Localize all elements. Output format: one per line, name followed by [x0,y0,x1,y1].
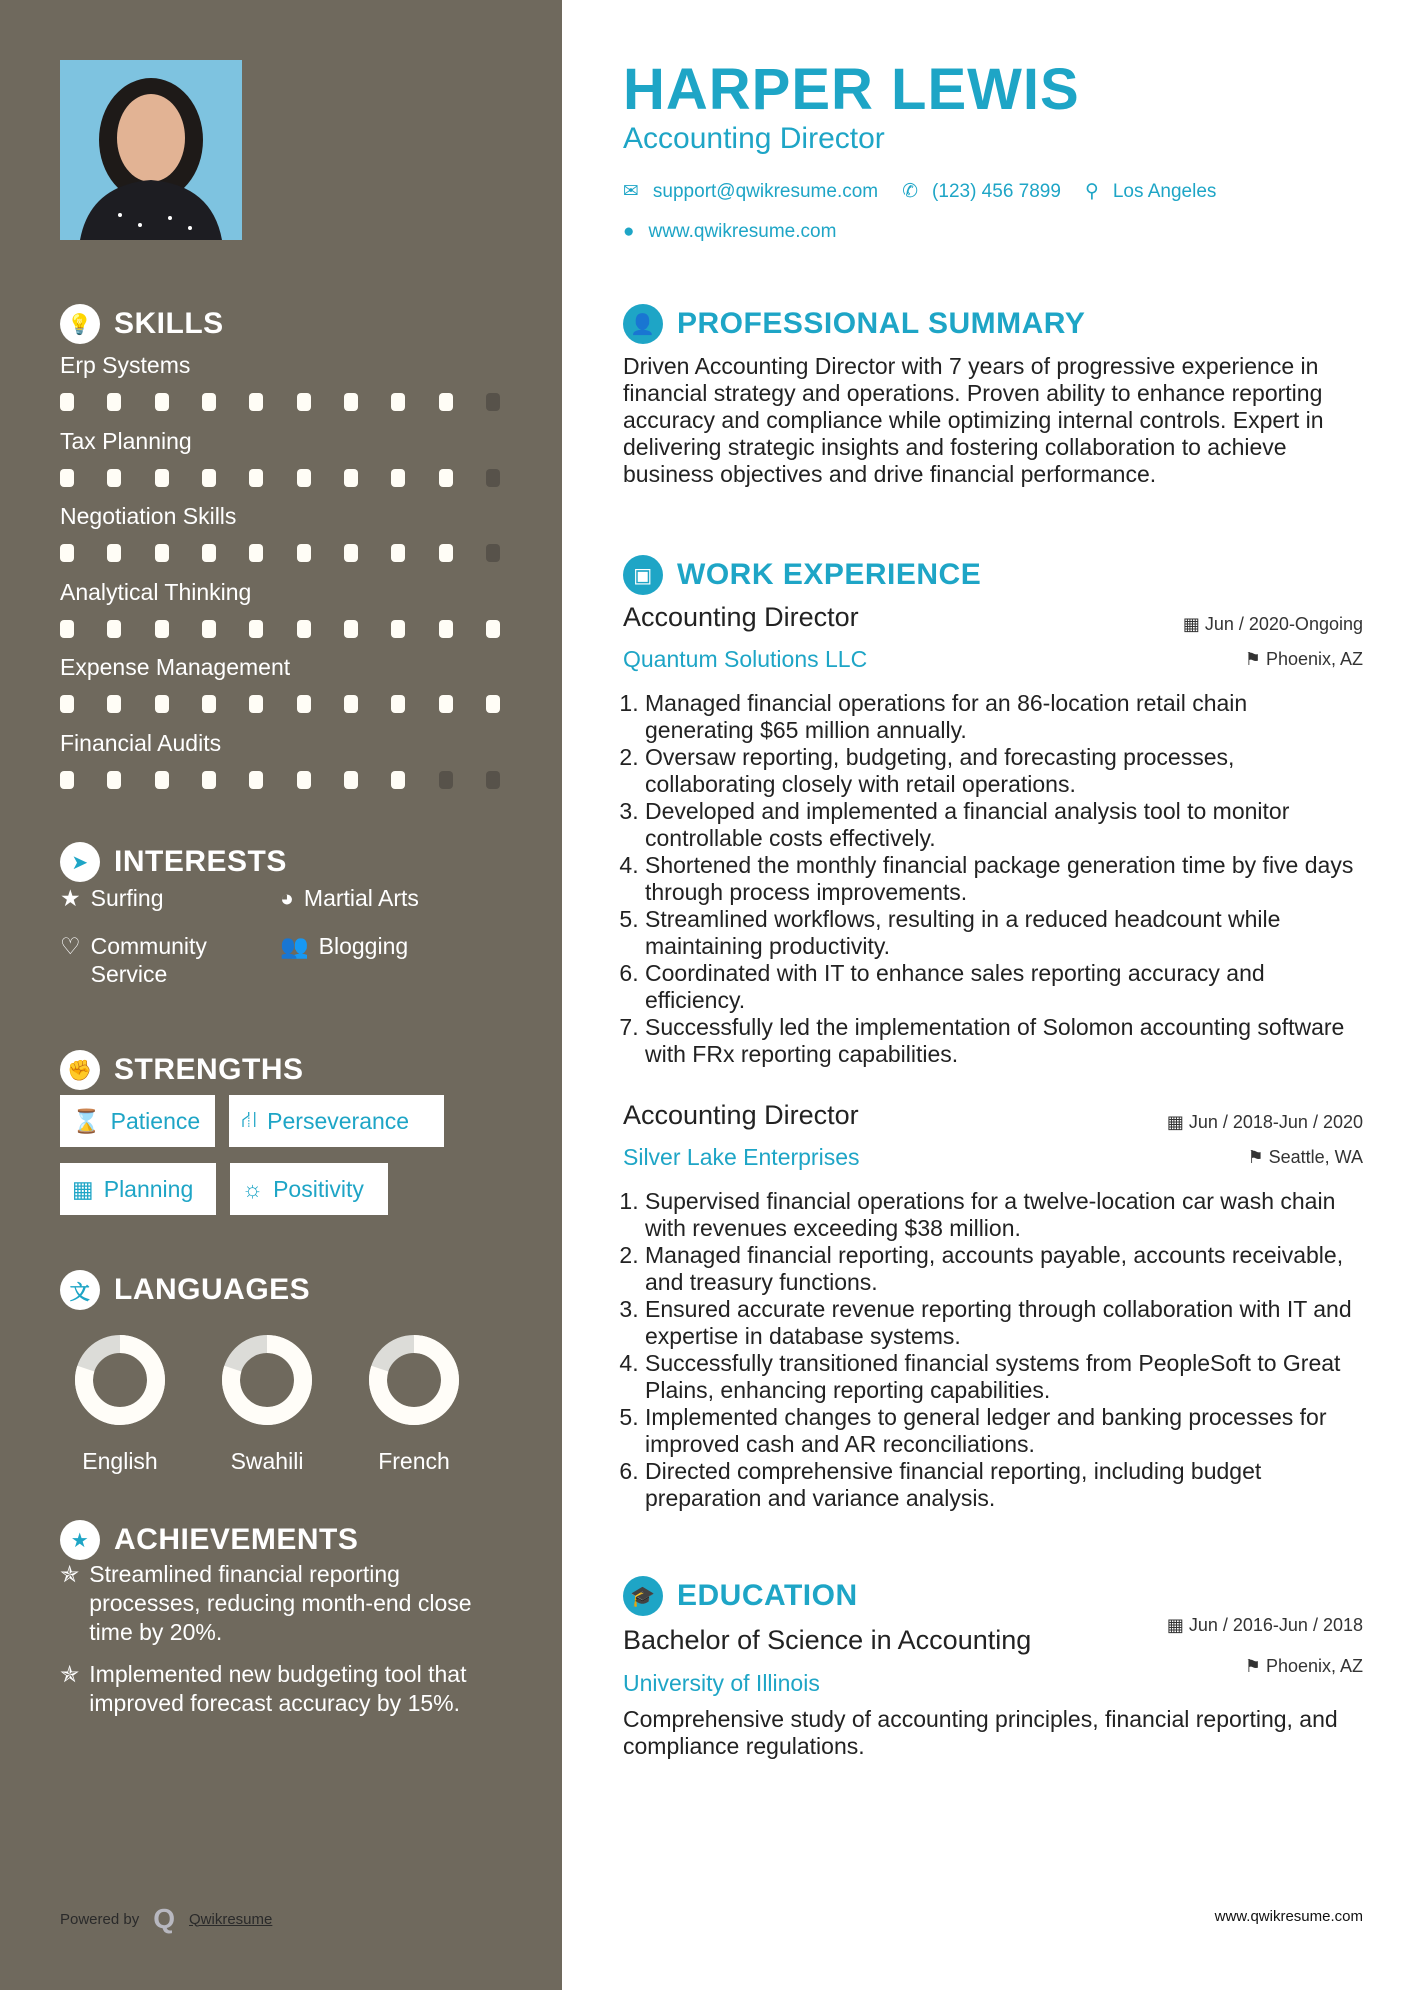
skill-name: Financial Audits [60,729,222,756]
rating-dot [297,393,311,411]
rating-dot [107,771,121,789]
rating-dot [439,393,453,411]
education-date: ▦ Jun / 2016-Jun / 2018 [1166,1615,1363,1635]
strength-chip: ☼ Positivity [230,1163,388,1215]
rating-dot [202,469,216,487]
rating-dot [439,771,453,789]
rating-dot [60,393,74,411]
job-duties [619,1188,1359,1512]
skill-rating [60,469,500,487]
rating-dot [202,393,216,411]
location: Los Angeles [1112,180,1217,202]
duty-item: 3. Ensured accurate revenue reporting through collaboration with IT and expertise in database systems. [645,1296,1359,1350]
rating-dot [391,620,405,638]
strength-chip: ▦ Planning [60,1163,216,1215]
rating-dot [249,544,263,562]
rating-dot [486,695,500,713]
duty-item: 1. Managed financial operations for an 86-location retail chain generating $65 million annually. [645,690,1359,744]
globe-icon: ● [623,221,635,242]
skill-item [60,730,510,789]
duty-item: 6. Directed comprehensive financial reporting, including budget preparation and variance analysis. [645,1458,1359,1512]
hand-icon: ♡ [60,933,81,959]
work-heading: ▣ WORK EXPERIENCE [623,555,981,595]
rating-dot [60,544,74,562]
rating-dot [249,771,263,789]
duty-item: 5. Streamlined workflows, resulting in a reduced headcount while maintaining productivity. [645,906,1359,960]
skill-name: Negotiation Skills [60,503,237,529]
rating-dot [297,544,311,562]
candidate-name: HARPER LEWIS [623,57,1080,122]
qwikresume-logo-icon: Q [153,1903,175,1934]
rating-dot [344,620,358,638]
language-ring [369,1335,459,1425]
company-name: Silver Lake Enterprises [623,1144,860,1170]
rating-dot [486,620,500,638]
interest-item: 👥 Blogging [280,933,409,959]
skill-name: Erp Systems [60,352,191,378]
qwikresume-link[interactable]: Qwikresume [189,1910,273,1928]
duty-item: 7. Successfully led the implementation of Solomon accounting software with FRx reporting capabilities. [645,1014,1359,1068]
rating-dot [202,544,216,562]
rating-dot [202,695,216,713]
phone-icon: ✆ [902,181,919,202]
job-title: Accounting Director [623,122,885,155]
rating-dot [107,620,121,638]
envelope-icon: ✉ [623,181,639,202]
language-item [207,1335,327,1475]
job-duties [619,690,1359,1068]
language-ring [75,1335,165,1425]
interests-heading: ➤ INTERESTS [60,842,287,882]
strengths-heading: ✊ STRENGTHS [60,1050,304,1090]
star-icon: ★ [60,885,81,911]
road-icon: ⛙ [241,1106,258,1132]
rating-dot [391,544,405,562]
rating-dot [486,469,500,487]
rating-dot [344,393,358,411]
skill-item [60,428,510,487]
rating-dot [297,695,311,713]
rating-dot [155,544,169,562]
skill-item [60,654,510,713]
skill-item [60,503,510,562]
phone[interactable]: (123) 456 7899 [932,180,1061,202]
fist-icon: ✊ [60,1050,100,1090]
achievements-heading: ★ ACHIEVEMENTS [60,1520,358,1560]
rating-dot [297,771,311,789]
rating-dot [439,544,453,562]
language-name: French [378,1448,450,1474]
rating-dot [297,469,311,487]
job-location: ⚑ Seattle, WA [1247,1147,1363,1167]
skill-rating [60,620,500,638]
education-location: ⚑ Phoenix, AZ [1244,1656,1363,1676]
achievement-item: ✯ Implemented new budgeting tool that improved forecast accuracy by 15%. [60,1661,467,1716]
rating-dot [60,771,74,789]
duty-item: 1. Supervised financial operations for a twelve-location car wash chain with revenues exceeding $38 million. [645,1188,1359,1242]
company-name: Quantum Solutions LLC [623,646,868,672]
sidebar [0,0,562,1990]
rating-dot [391,393,405,411]
rating-dot [297,620,311,638]
email[interactable]: support@qwikresume.com [652,180,879,202]
rating-dot [391,771,405,789]
rating-dot [486,393,500,411]
powered-by: Powered by Q Qwikresume [60,1903,273,1934]
skill-rating [60,771,500,789]
job-date: ▦ Jun / 2018-Jun / 2020 [1166,1112,1363,1132]
rating-dot [249,469,263,487]
job-location-text: Phoenix, AZ [1265,649,1363,669]
translate-icon: 文 [60,1270,100,1310]
language-ring [222,1335,312,1425]
language-name: English [82,1448,158,1474]
rating-dot [439,695,453,713]
website-row [623,221,836,243]
paper-plane-icon: ➤ [60,842,100,882]
job-location-text: Seattle, WA [1268,1147,1363,1167]
map-pin-icon: ⚲ [1084,181,1099,202]
footer-url: www.qwikresume.com [1214,1908,1363,1925]
rating-dot [202,620,216,638]
user-icon: 👤 [623,304,663,344]
skill-rating [60,695,500,713]
interest-item: ♡ Community Service [60,933,207,987]
rating-dot [439,469,453,487]
duty-item: 4. Successfully transitioned financial systems from PeopleSoft to Great Plains, enhancing reporting capabilities. [645,1350,1359,1404]
rating-dot [60,695,74,713]
sun-icon: ☼ [242,1175,264,1202]
education-description: Comprehensive study of accounting principles, financial reporting, and compliance regulations. [623,1706,1338,1759]
rating-dot [107,544,121,562]
contact-row [623,180,1216,203]
website-link[interactable]: www.qwikresume.com [648,221,837,242]
rating-dot [391,469,405,487]
rating-dot [391,695,405,713]
lightbulb-icon: 💡 [60,304,100,344]
skill-rating [60,393,500,411]
skill-name: Analytical Thinking [60,578,252,605]
interest-item: ◕ Martial Arts [280,885,419,911]
globe-icon: ◕ [280,885,294,911]
strength-chip: ⌛ Patience [60,1095,215,1147]
languages-heading: 文 LANGUAGES [60,1270,310,1310]
education-heading: 🎓 EDUCATION [623,1576,858,1616]
rating-dot [344,695,358,713]
skill-name: Tax Planning [60,427,192,454]
rating-dot [249,695,263,713]
rating-dot [107,393,121,411]
rating-dot [60,469,74,487]
rating-dot [107,695,121,713]
duty-item: 6. Coordinated with IT to enhance sales reporting accuracy and efficiency. [645,960,1359,1014]
duty-item: 5. Implemented changes to general ledger and banking processes for improved cash and AR reconciliations. [645,1404,1359,1458]
strength-chip: ⛙ Perseverance [229,1095,444,1147]
rating-dot [155,771,169,789]
duty-item: 4. Shortened the monthly financial package generation time by five days through process improvements. [645,852,1359,906]
skill-name: Expense Management [60,654,291,680]
rating-dot [155,393,169,411]
interest-item: ★ Surfing [60,885,164,911]
rating-dot [486,771,500,789]
skill-item [60,352,510,411]
rating-dot [155,469,169,487]
rating-dot [249,393,263,411]
hourglass-icon: ⌛ [72,1107,101,1134]
stars-icon: ✯ [60,1661,80,1687]
degree: Bachelor of Science in Accounting [623,1625,1032,1655]
school: University of Illinois [623,1670,820,1696]
rating-dot [249,620,263,638]
briefcase-icon: ▣ [623,555,663,595]
skill-rating [60,544,500,562]
rating-dot [107,469,121,487]
job-location: ⚑ Phoenix, AZ [1244,649,1363,669]
job-date-text: Jun / 2018-Jun / 2020 [1188,1112,1363,1132]
summary-text: Driven Accounting Director with 7 years of progressive experience in financial strategy and operations. Proven ability to enhance reporting accuracy and compliance while optimizing internal controls. Expert in delivering strategic insights and fostering collaboration to achieve business objectives and drive financial performance. [623,353,1324,487]
rating-dot [439,620,453,638]
users-icon: 👥 [280,933,309,959]
graduation-cap-icon: 🎓 [623,1576,663,1616]
duty-item: 2. Oversaw reporting, budgeting, and forecasting processes, collaborating closely with retail operations. [645,744,1359,798]
language-item [354,1335,474,1475]
rating-dot [344,544,358,562]
language-item [60,1335,180,1475]
skill-item [60,579,510,638]
rating-dot [344,771,358,789]
rating-dot [155,695,169,713]
duty-item: 2. Managed financial reporting, accounts payable, accounts receivable, and treasury functions. [645,1242,1359,1296]
rating-dot [202,771,216,789]
skills-heading: 💡 SKILLS [60,304,224,344]
job-date-text: Jun / 2020-Ongoing [1204,614,1363,634]
summary-heading: 👤 PROFESSIONAL SUMMARY [623,304,1085,344]
rating-dot [486,544,500,562]
achievement-item: ✯ Streamlined financial reporting processes, reducing month-end close time by 20%. [60,1561,472,1645]
main-content [623,0,1363,1990]
star-badge-icon: ★ [60,1520,100,1560]
stars-icon: ✯ [60,1561,80,1587]
job-date: ▦ Jun / 2020-Ongoing [1182,614,1363,634]
rating-dot [60,620,74,638]
rating-dot [155,620,169,638]
job-role: Accounting Director [623,602,859,632]
language-name: Swahili [230,1448,304,1474]
profile-photo [60,60,242,240]
rating-dot [344,469,358,487]
duty-item: 3. Developed and implemented a financial analysis tool to monitor controllable costs effectively. [645,798,1359,852]
job-role: Accounting Director [623,1100,859,1130]
calendar-icon: ▦ [72,1175,94,1202]
